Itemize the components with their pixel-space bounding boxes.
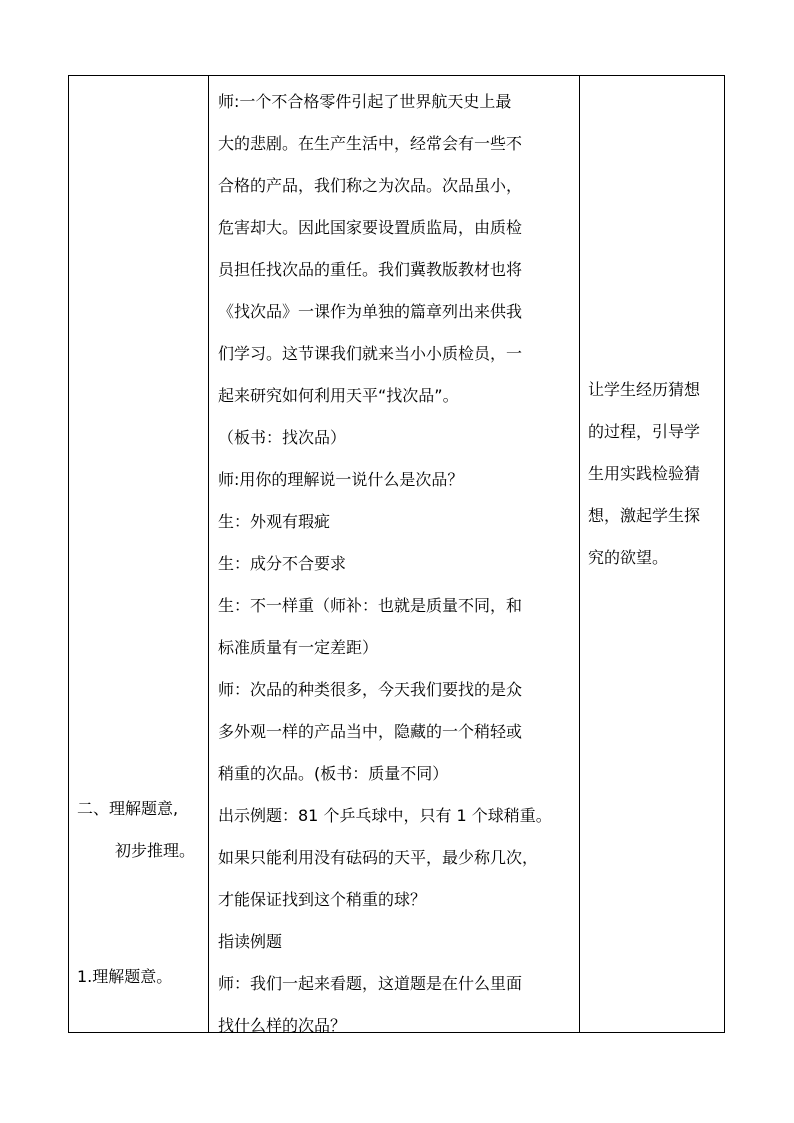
step-label: 1.理解题意。: [77, 967, 173, 986]
section-title-line1: 二、理解题意,: [77, 799, 179, 818]
design-intent-line: 究的欲望。: [588, 548, 669, 567]
design-intent-line: 的过程，引导学: [588, 422, 701, 441]
content-line: 师:一个不合格零件引起了世界航天史上最: [218, 92, 512, 111]
design-intent-line: 生用实践检验猜: [588, 464, 701, 483]
content-line: 如果只能利用没有砝码的天平，最少称几次，: [218, 848, 539, 867]
content-line: 师：我们一起来看题，这道题是在什么里面: [218, 974, 523, 993]
lesson-plan-table: [68, 75, 725, 1033]
content-line: 们学习。这节课我们就来当小小质检员，一: [218, 344, 523, 363]
content-line: 稍重的次品。(板书：质量不同）: [218, 764, 449, 783]
content-line: 标准质量有一定差距）: [218, 638, 379, 657]
content-line: 师:用你的理解说一说什么是次品？: [218, 470, 464, 489]
content-line: 大的悲剧。在生产生活中，经常会有一些不: [218, 134, 523, 153]
section-title-line2: 初步推理。: [115, 841, 196, 860]
content-line: 《找次品》一课作为单独的篇章列出来供我: [218, 302, 523, 321]
content-line: 员担任找次品的重任。我们冀教版教材也将: [218, 260, 523, 279]
design-intent-column: [588, 369, 720, 579]
design-intent-line: 想，激起学生探: [588, 506, 701, 525]
teaching-content-column: [218, 81, 574, 1047]
content-line: 出示例题：81 个乒乓球中，只有 1 个球稍重。: [218, 806, 552, 825]
content-line: 多外观一样的产品当中，隐藏的一个稍轻或: [218, 722, 523, 741]
column-divider-left: [208, 76, 209, 1032]
content-line: 合格的产品，我们称之为次品。次品虽小，: [218, 176, 523, 195]
content-line: 生：不一样重（师补：也就是质量不同，和: [218, 596, 523, 615]
content-line: 找什么样的次品？: [218, 1016, 347, 1035]
content-line: 生：成分不合要求: [218, 554, 347, 573]
content-line: （板书：找次品）: [218, 428, 347, 447]
content-line: 师：次品的种类很多，今天我们要找的是众: [218, 680, 523, 699]
design-intent-line: 让学生经历猜想: [588, 380, 701, 399]
content-line: 危害却大。因此国家要设置质监局，由质检: [218, 218, 523, 237]
column-divider-right: [579, 76, 580, 1032]
content-line: 指读例题: [218, 932, 283, 951]
content-line: 起来研究如何利用天平“找次品”。: [218, 386, 459, 405]
content-line: 才能保证找到这个稍重的球？: [218, 890, 427, 909]
content-line: 生：外观有瑕疵: [218, 512, 331, 531]
